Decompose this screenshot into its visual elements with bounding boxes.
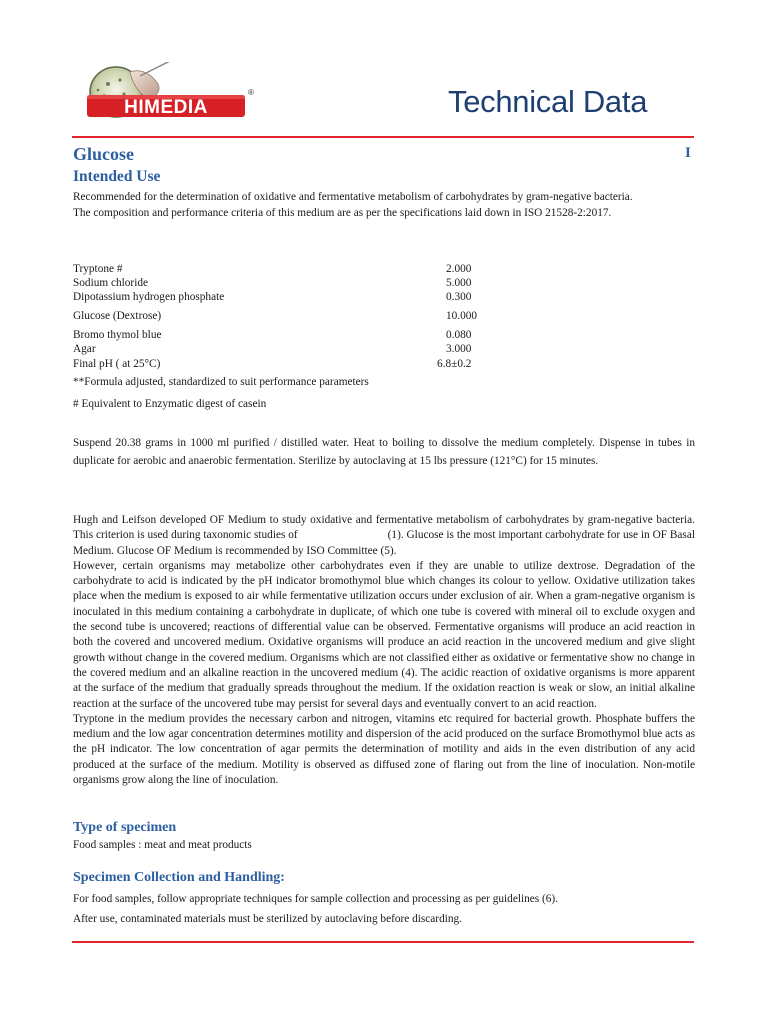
ingredient-value: 5.000 (446, 277, 472, 289)
product-name: Glucose (73, 144, 134, 164)
intended-use-heading: Intended Use (73, 168, 161, 185)
principle-text (73, 513, 695, 788)
principle-paragraph-3: Tryptone in the medium provides the necessary carbon and nitrogen, vitamins etc required for bacterial growth. Phosphate buffers the medium and the low agar concentration determines motility and dispersion of the acid produced on the surface Bromothymol blue acts as the pH indicator. The low concentration of agar permits the determination of motility and aids in the even distribution of any acid produced at the surface of the medium. Motility is observed as diffused zone of flaring out from the line of inoculation. Non-motile organisms grow along the line of inoculation. (73, 712, 695, 787)
equivalent-note: # Equivalent to Enzymatic digest of casein (73, 398, 267, 410)
header-rule (72, 136, 694, 138)
ingredient-name: Tryptone # (73, 263, 123, 275)
footer-rule (72, 941, 694, 943)
specimen-text: Food samples : meat and meat products (73, 839, 252, 851)
ingredient-value: 2.000 (446, 263, 472, 275)
specimen-heading: Type of specimen (73, 820, 177, 835)
ingredient-name: Final pH ( at 25°C) (73, 358, 161, 370)
ingredient-value: 10.000 (446, 310, 478, 322)
directions-text: Suspend 20.38 grams in 1000 ml purified / distilled water. Heat to boiling to dissolve the medium completely. Dispense in tubes in duplicate for aerobic and anaerobic fermentation. Sterilize by autoclaving at 15 lbs pressure (121°C) for 15 minutes. (73, 437, 695, 467)
handling-line-1: For food samples, follow appropriate techniques for sample collection and processing as per guidelines (6). (73, 893, 559, 905)
document-title: Technical Data (448, 84, 648, 119)
intended-use-line-2: The composition and performance criteria of this medium are as per the specifications laid down in ISO 21528-2:2017. (73, 207, 612, 219)
ingredient-value: 0.300 (446, 291, 472, 303)
ingredient-name: Agar (73, 343, 96, 355)
formula-note: **Formula adjusted, standardized to suit performance parameters (73, 376, 369, 388)
ingredient-name: Sodium chloride (73, 277, 148, 289)
himedia-logo (78, 62, 258, 128)
ingredient-name: Dipotassium hydrogen phosphate (73, 291, 225, 303)
ingredient-name: Bromo thymol blue (73, 329, 162, 341)
svg-text:HIMEDIA: HIMEDIA (124, 97, 208, 118)
ingredient-value: 0.080 (446, 329, 472, 341)
svg-text:®: ® (248, 88, 254, 97)
intended-use-line-1: Recommended for the determination of oxidative and fermentative metabolism of carbohydrates by gram-negative bacteria. (73, 191, 633, 203)
principle-paragraph-1: Hugh and Leifson developed OF Medium to study oxidative and fermentative metabolism of carbohydrates by gram-negative bacteria. This criterion is used during taxonomic studies of (1). Glucose is the most important carbohydrate for use in OF Basal Medium. Glucose OF Medium is recommended by ISO Committee (5). (73, 514, 695, 557)
principle-paragraph-2: However, certain organisms may metabolize other carbohydrates even if they are unable to utilize dextrose. Degradation of the carbohydrate to acid is indicated by the pH indicator bromothymol blue which changes its colour to yellow. Oxidative utilization takes place when the medium is exposed to air while fermentative utilization occurs under exclusion of air. When a gram-negative organism is inoculated in this medium containing a carbohydrate in duplicate, of which one tube is covered with mineral oil to exclude oxygen and the second tube is uncovered; reactions of differential value can be observed. Fermentative organisms will produce an acid reaction in both the covered and uncovered medium. Oxidative organisms will produce an acid reaction in the uncovered medium and give slight growth without change in the covered medium. Organisms which are not classified either as oxidative or fermentative show no change in the covered medium and an alkaline reaction in the uncovered medium (4). The acidic reaction of oxidative organisms is more apparent at the surface of the medium that gradually spreads throughout the medium. If the oxidation reaction is weak or slow, an initial alkaline reaction at the surface of the uncovered tube may persist for several days and eventually convert to an acid reaction. (73, 559, 695, 710)
ingredient-value: 3.000 (446, 343, 472, 355)
handling-heading: Specimen Collection and Handling: (73, 870, 285, 885)
petri-dish-logo-icon (78, 62, 258, 128)
product-code: I (685, 145, 691, 161)
ingredient-name: Glucose (Dextrose) (73, 310, 162, 322)
ingredient-value: 6.8±0.2 (437, 358, 472, 370)
handling-line-2: After use, contaminated materials must be sterilized by autoclaving before discarding. (73, 913, 462, 925)
